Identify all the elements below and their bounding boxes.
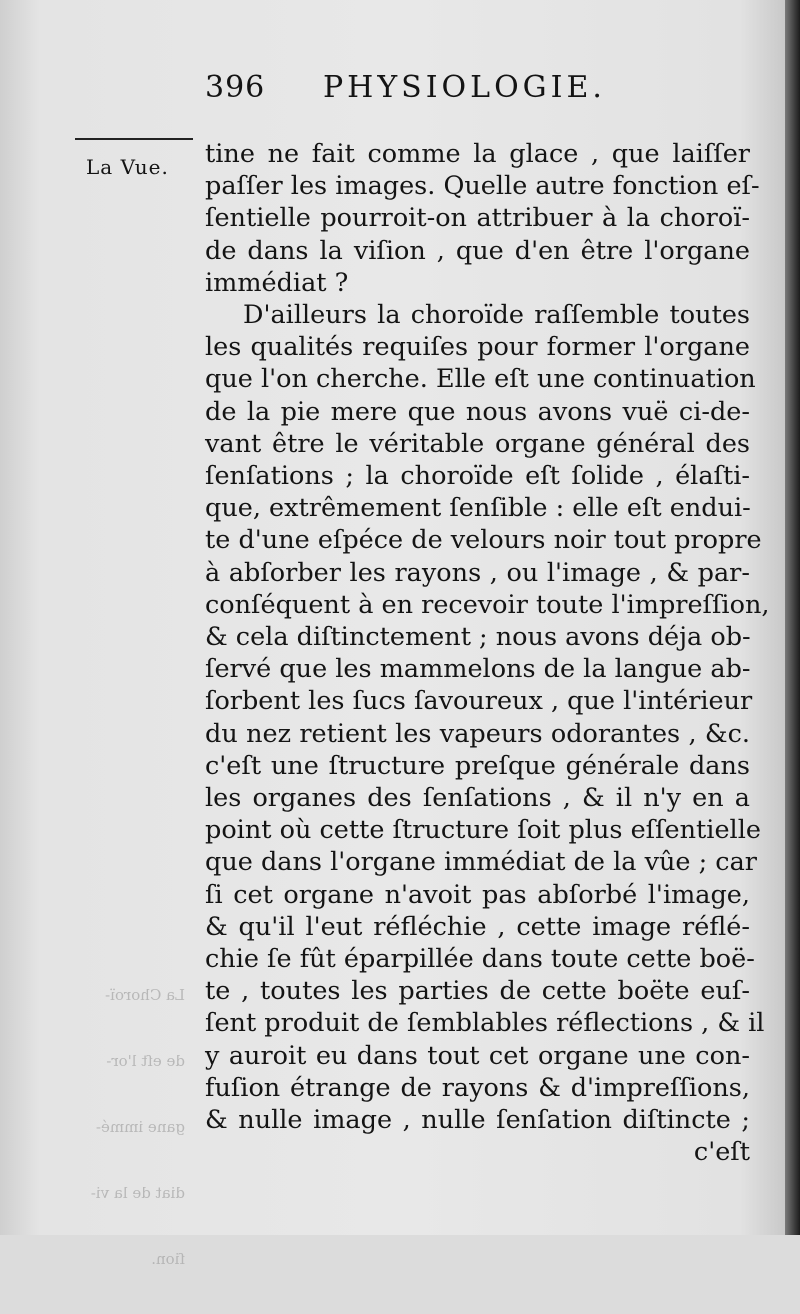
bleed-line: La Choroï- xyxy=(105,986,185,1004)
bleed-line: de eſt l'or- xyxy=(106,1052,185,1070)
text-line: & cela diſtinctement ; nous avons déja ob- xyxy=(205,622,751,653)
text-line: que dans l'organe immédiat de la vûe ; car xyxy=(205,847,757,878)
text-line: tine ne fait comme la glace , que laiſſer xyxy=(205,139,750,169)
page-header xyxy=(205,62,765,112)
text-line: c'eſt une ſtructure preſque générale dans xyxy=(205,750,750,781)
text-line: ſi cet organe n'avoit pas abſorbé l'image, xyxy=(205,879,750,910)
bleed-through-note xyxy=(55,940,185,1314)
text-line: de la pie mere que nous avons vuë ci-de- xyxy=(205,396,750,427)
text-line: ſentielle pourroit-on attribuer à la choroï- xyxy=(205,203,750,234)
text-line: point où cette ſtructure ſoit plus eſſentielle xyxy=(205,815,761,846)
text-line: D'ailleurs la choroïde raſſemble toutes xyxy=(243,300,750,331)
text-line: conſéquent à en recevoir toute l'impreſſion, xyxy=(205,589,770,620)
body-text xyxy=(205,138,770,1169)
text-line: paſſer les images. Quelle autre fonction eſ- xyxy=(205,171,760,202)
text-line: ſervé que les mammelons de la langue ab- xyxy=(205,654,751,685)
text-line: que, extrêmement ſenſible : elle eſt endui- xyxy=(205,493,751,524)
text-line: ſenſations ; la choroïde eſt ſolide , élaſti- xyxy=(205,461,750,492)
bleed-line: diat de la vi- xyxy=(90,1184,185,1202)
text-line: y auroit eu dans tout cet organe une con- xyxy=(205,1040,750,1071)
catchword: c'eſt xyxy=(693,1137,750,1168)
text-line: que l'on cherche. Elle eſt une continuation xyxy=(205,364,756,395)
margin-rule xyxy=(75,138,193,140)
text-line: de dans la viſion , que d'en être l'organe xyxy=(205,235,750,266)
text-line: chie ſe fût éparpillée dans toute cette boë- xyxy=(205,944,755,975)
text-line: ſorbent les ſucs ſavoureux , que l'intérieur xyxy=(205,686,753,717)
text-line: les qualités requiſes pour former l'organe xyxy=(205,332,750,363)
page-number: 396 xyxy=(205,70,266,105)
text-line: immédiat ? xyxy=(205,267,349,298)
text-line: vant être le véritable organe général des xyxy=(205,428,750,459)
bleed-line: ſion. xyxy=(151,1250,185,1268)
text-line: les organes des ſenſations , & il n'y en a xyxy=(205,783,750,814)
text-line: du nez retient les vapeurs odorantes , &c. xyxy=(205,718,750,749)
page-edge-shadow xyxy=(785,0,800,1235)
text-line: te d'une eſpéce de velours noir tout propre xyxy=(205,525,762,556)
text-line: & nulle image , nulle ſenſation diſtincte ; xyxy=(205,1105,750,1136)
text-line: fuſion étrange de rayons & d'impreſſions, xyxy=(205,1072,750,1103)
text-line: à abſorber les rayons , ou l'image , & par- xyxy=(205,557,750,588)
text-line: ſent produit de ſemblables réflections , & il xyxy=(205,1008,765,1039)
running-title: PHYSIOLOGIE. xyxy=(323,70,606,105)
text-line: & qu'il l'eut réfléchie , cette image réflé- xyxy=(205,911,750,942)
bleed-line: gane immé- xyxy=(95,1118,185,1136)
text-line: te , toutes les parties de cette boëte euſ- xyxy=(205,976,750,1007)
margin-label: La Vue. xyxy=(86,155,169,179)
